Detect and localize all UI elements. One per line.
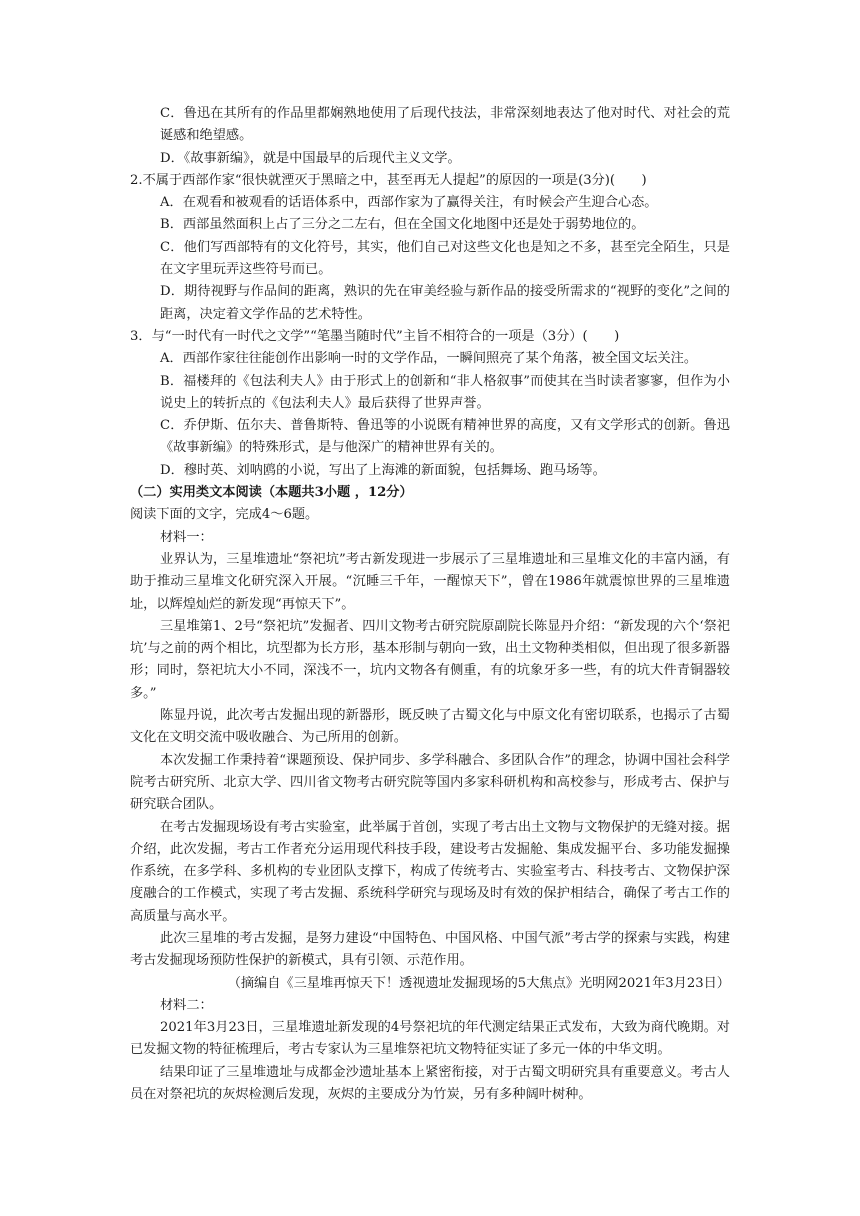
- material-1-paragraph: 在考古发掘现场设有考古实验室，此举属于首创，实现了考古出土文物与文物保护的无缝对接。据介绍，此次发掘，考古工作者充分运用现代科技手段，建设考古发掘舱、集成发掘平台、多功能发掘操作系统，在多学科、多机构的专业团队支撑下，构成了传统考古、实验室考古、科技考古、文物保护深度融合的工作模式，实现了考古发掘、系统科学研究与现场及时有效的保护相结合，确保了考古工作的高质量与高水平。: [130, 819, 730, 924]
- material-2-paragraph: 2021年3月23日，三星堆遗址新发现的4号祭祀坑的年代测定结果正式发布，大致为商代晚期。对已发掘文物的特征梳理后，考古专家认为三星堆祭祀坑文物特征实证了多元一体的中华文明。: [130, 1020, 730, 1058]
- q3-option-d: D．穆时英、刘呐鸥的小说，写出了上海滩的新面貌，包括舞场、跑马场等。: [160, 462, 606, 478]
- q2-option-d: D．期待视野与作品间的距离，熟识的先在审美经验与新作品的接受所需求的“视野的变化”之间的距离，决定着文学作品的艺术特性。: [160, 284, 730, 322]
- question-2-stem: 2.不属于西部作家“很快就湮灭于黑暗之中，甚至再无人提起”的原因的一项是(3分)( ): [130, 172, 647, 188]
- q3-option-b: B．福楼拜的《包法利夫人》由于形式上的创新和“非人格叙事”而使其在当时读者寥寥，但作为小说史上的转折点的《包法利夫人》最后获得了世界声誉。: [160, 373, 730, 411]
- material-2-paragraph: 结果印证了三星堆遗址与成都金沙遗址基本上紧密衔接，对于古蜀文明研究具有重要意义。考古人员在对祭祀坑的灰烬检测后发现，灰烬的主要成分为竹炭，另有多种阔叶树种。: [130, 1064, 730, 1103]
- q3-option-c: C．乔伊斯、伍尔夫、普鲁斯特、鲁迅等的小说既有精神世界的高度，又有文学形式的创新。鲁迅《故事新编》的特殊形式，是与他深广的精神世界有关的。: [160, 418, 730, 456]
- q2-option-c: C．他们写西部特有的文化符号，其实，他们自己对这些文化也是知之不多，甚至完全陌生，只是在文字里玩弄这些符号而已。: [160, 239, 730, 278]
- material-1-paragraph: 陈显丹说，此次考古发掘出现的新器形，既反映了古蜀文化与中原文化有密切联系，也揭示了古蜀文化在文明交流中吸收融合、为己所用的创新。: [130, 708, 730, 746]
- material-1-source: （摘编自《三星堆再惊天下！透视遗址发掘现场的5大焦点》光明网2021年3月23日）: [227, 975, 730, 991]
- q2-option-b: B．西部虽然面积上占了三分之二左右，但在全国文化地图中还是处于弱势地位的。: [160, 217, 645, 233]
- q2-option-a: A．在观看和被观看的话语体系中，西部作家为了赢得关注，有时候会产生迎合心态。: [160, 195, 658, 211]
- material-1-paragraph: 此次三星堆的考古发掘，是努力建设“中国特色、中国风格、中国气派”考古学的探索与实践，构建考古发掘现场预防性保护的新模式，具有引领、示范作用。: [130, 930, 730, 969]
- material-1-label: 材料一：: [160, 529, 213, 545]
- material-1-paragraph: 本次发掘工作秉持着“课题预设、保护同步、多学科融合、多团队合作”的理念，协调中国社会科学院考古研究所、北京大学、四川省文物考古研究院等国内多家科研机构和高校参与，形成考古、保护与研究联合团队。: [130, 752, 730, 813]
- document-body: [130, 103, 730, 1106]
- section-2-instruction: 阅读下面的文字，完成4～6题。: [130, 507, 319, 523]
- question-3-stem: 3．与“一时代有一时代之文学”“笔墨当随时代”主旨不相符合的一项是（3分）( ): [130, 328, 620, 344]
- q1-option-d: D．《故事新编》，就是中国最早的后现代主义文学。: [160, 150, 461, 166]
- material-1-paragraph: 业界认为，三星堆遗址“祭祀坑”考古新发现进一步展示了三星堆遗址和三星堆文化的丰富内涵，有助于推动三星堆文化研究深入开展。“沉睡三千年，一醒惊天下”，曾在1986年就震惊世界的三星堆遗址，以辉煌灿烂的新发现“再惊天下”。: [130, 551, 730, 612]
- q1-option-c: C．鲁迅在其所有的作品里都娴熟地使用了后现代技法，非常深刻地表达了他对时代、对社会的荒诞感和绝望感。: [160, 106, 730, 144]
- q3-option-a: A．西部作家往往能创作出影响一时的文学作品，一瞬间照亮了某个角落，被全国文坛关注。: [160, 351, 698, 367]
- material-1-paragraph: 三星堆第1、2号“祭祀坑”发掘者、四川文物考古研究院原副院长陈显丹介绍：“新发现的六个‘祭祀坑’与之前的两个相比，坑型都为长方形，基本形制与朝向一致，出土文物种类相似，但出现了很多新器形；同时，祭祀坑大小不同，深浅不一，坑内文物各有侧重，有的坑象牙多一些，有的坑大件青铜器较多。”: [130, 618, 730, 701]
- material-2-label: 材料二：: [160, 997, 213, 1013]
- section-2-heading: （二）实用类文本阅读（本题共3小题 ，12分）: [130, 485, 413, 501]
